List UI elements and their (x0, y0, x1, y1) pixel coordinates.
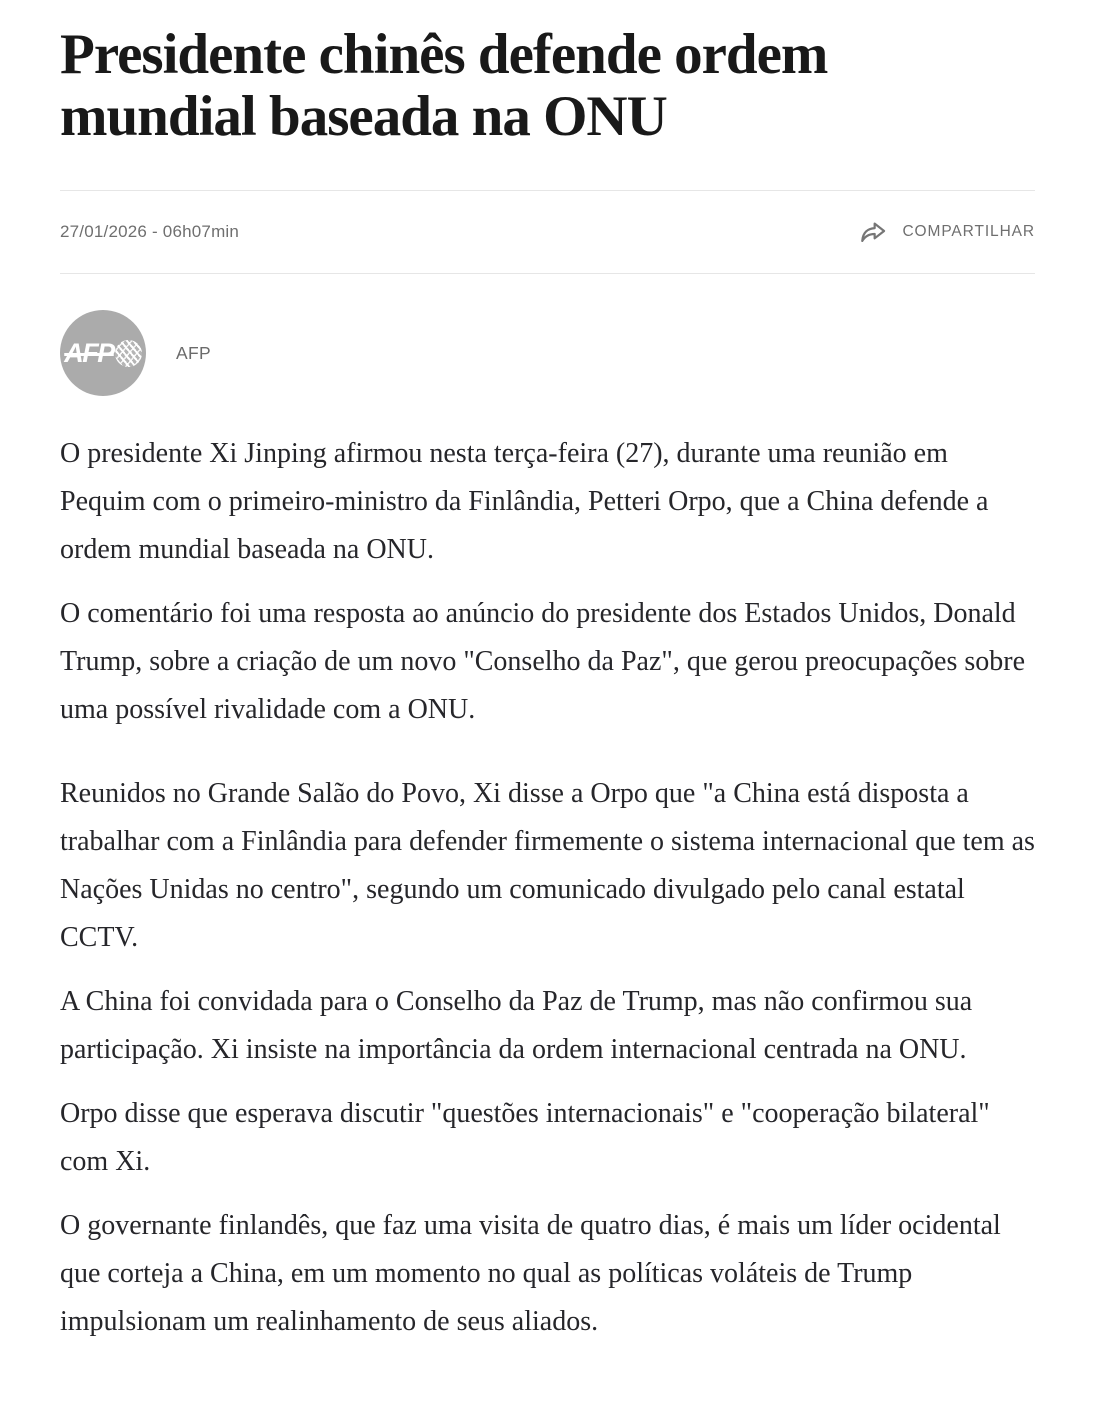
afp-logo-avatar (60, 310, 146, 396)
article-paragraph: A China foi convidada para o Conselho da Paz de Trump, mas não confirmou sua participação. Xi insiste na importância da ordem internacional centrada na ONU. (60, 986, 973, 1065)
article-body (60, 430, 1035, 1346)
afp-globe-icon (115, 340, 142, 367)
article-paragraph: O comentário foi uma resposta ao anúncio do presidente dos Estados Unidos, Donald Trump, sobre a criação de um novo "Conselho da Paz", que gerou preocupações sobre uma possível rivalidade com a ONU. (60, 598, 1026, 725)
share-button[interactable] (858, 217, 1035, 248)
meta-row (60, 191, 1035, 273)
article-paragraph: O presidente Xi Jinping afirmou nesta terça-feira (27), durante uma reunião em Pequim com o primeiro-ministro da Finlândia, Petteri Orpo, que a China defende a ordem mundial baseada na ONU. (60, 438, 989, 565)
byline (60, 310, 1035, 396)
publish-date: 27/01/2026 - 06h07min (60, 222, 240, 241)
article-paragraph: O governante finlandês, que faz uma visita de quatro dias, é mais um líder ocidental que corteja a China, em um momento no qual as políticas voláteis de Trump impulsionam um realinhamento de seus aliados. (60, 1210, 1001, 1337)
divider-bottom (60, 273, 1035, 274)
article-paragraph: Reunidos no Grande Salão do Povo, Xi disse a Orpo que "a China está disposta a trabalhar com a Finlândia para defender firmemente o sistema internacional que tem as Nações Unidas no centro", segundo um comunicado divulgado pelo canal estatal CCTV. (60, 778, 1035, 953)
article-paragraph: Orpo disse que esperava discutir "questões internacionais" e "cooperação bilateral" com Xi. (60, 1098, 990, 1177)
share-label: COMPARTILHAR (902, 223, 1035, 240)
article-title: Presidente chinês defende ordem mundial baseada na ONU (60, 23, 828, 148)
source-name: AFP (176, 342, 211, 363)
share-icon (858, 217, 889, 248)
afp-logo-text: AFP (64, 337, 114, 368)
